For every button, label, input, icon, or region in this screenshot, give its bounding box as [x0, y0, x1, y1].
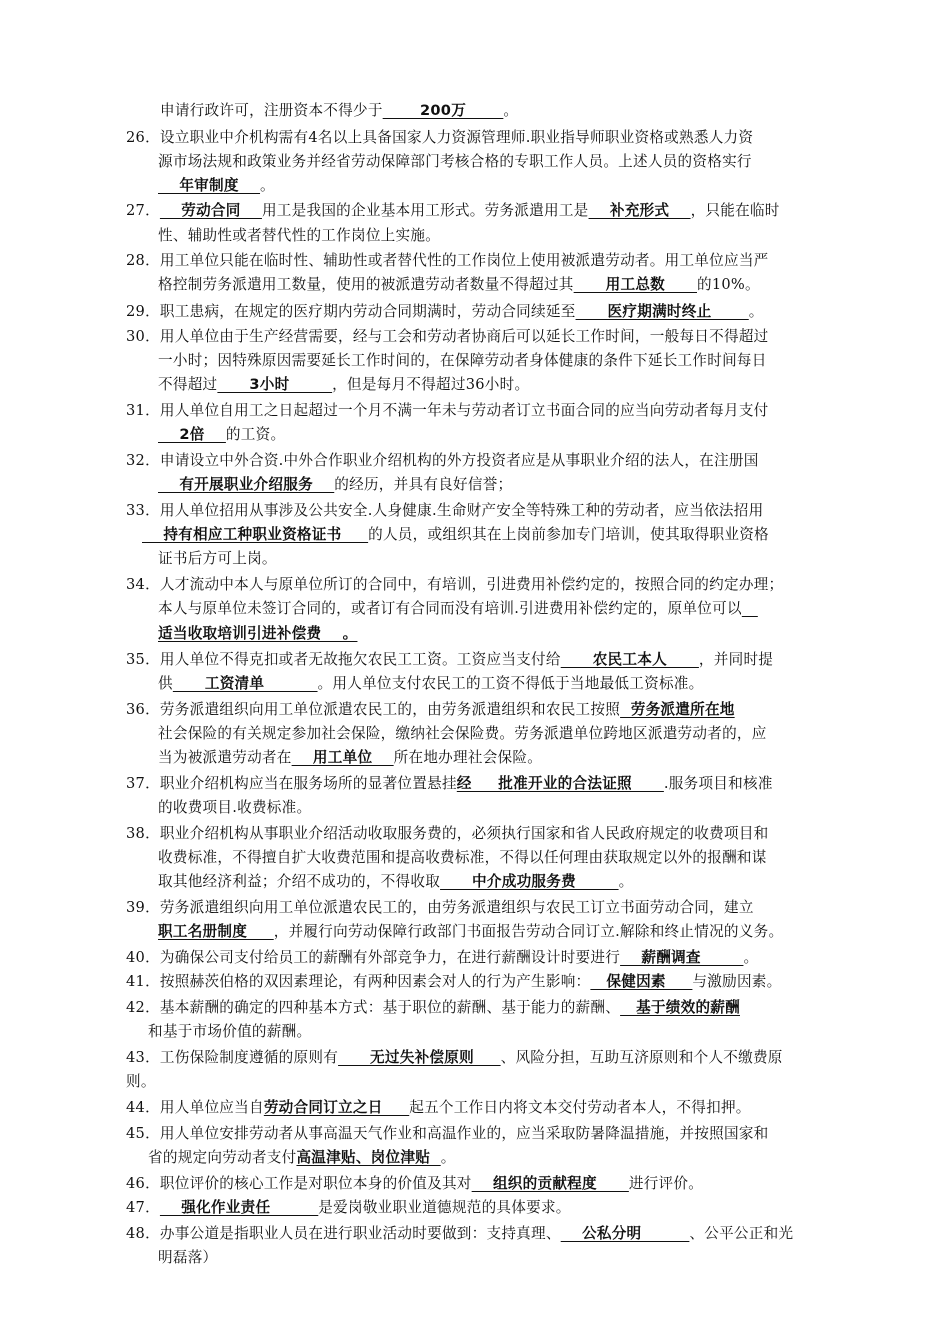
text-line: [126, 401, 769, 421]
text-segment: 26．设立职业中介机构需有4名以上具备国家人力资源管理师.职业指导师职业资格或熟悉人力资: [126, 129, 754, 146]
text-segment: 的工资。: [225, 426, 286, 443]
text-line: [126, 501, 763, 521]
text-segment: ，但是每月不得超过36小时。: [332, 376, 530, 393]
text-segment: 43．工伤保险制度遵循的原则有: [126, 1049, 339, 1066]
text-line: [126, 972, 782, 992]
answer-blank: 职工名册制度: [158, 923, 274, 940]
text-line: [126, 774, 773, 794]
answer-blank: 年审制度: [158, 177, 261, 194]
text-segment: 37．职业介绍机构应当在服务场所的显著位置悬挂: [126, 775, 457, 792]
answer-blank: 公私分明: [560, 1225, 690, 1242]
text-segment: ，并履行向劳动保障行政部门书面报告劳动合同订立.解除和终止情况的义务。: [273, 923, 784, 940]
text-line: [158, 724, 767, 744]
text-line: [126, 1174, 703, 1194]
text-segment: 收费标准，不得擅自扩大收费范围和提高收费标准，不得以任何理由获取规定以外的报酬和谋: [158, 849, 767, 866]
text-segment: 40．为确保公司支付给员工的薪酬有外部竞争力，在进行薪酬设计时要进行: [126, 949, 621, 966]
text-segment: 起五个工作日内将文本交付劳动者本人，不得扣押。: [409, 1099, 751, 1116]
text-line: [158, 152, 752, 172]
answer-blank: 保健因素: [590, 973, 693, 990]
text-segment: 本人与原单位未签订合同的，或者订有合同而没有培训.引进费用补偿约定的，原单位可以: [158, 600, 742, 617]
text-line: [126, 700, 735, 720]
text-segment: 供: [158, 675, 173, 692]
answer-blank: 200万: [382, 102, 504, 119]
answer-blank: 2倍: [158, 426, 226, 443]
answer-blank: [742, 600, 758, 617]
answer-blank: 医疗期满时终止: [575, 303, 749, 320]
answer-blank: 有开展职业介绍服务: [158, 476, 335, 493]
text-segment: 33．用人单位招用从事涉及公共安全.人身健康.生命财产安全等特殊工种的劳动者，应当依法招用: [126, 502, 764, 519]
text-line: [126, 327, 769, 347]
text-segment: .服务项目和核准: [663, 775, 773, 792]
text-segment: 38．职业介绍机构从事职业介绍活动收取服务费的，必须执行国家和省人民政府规定的收费项目和: [126, 825, 769, 842]
text-line: [126, 1224, 793, 1244]
text-segment: 34．人才流动中本人与原单位所订的合同中，有培训，引进费用补偿约定的，按照合同的约定办理；: [126, 576, 784, 593]
text-line: [126, 898, 754, 918]
answer-blank: 劳动合同: [159, 202, 262, 219]
text-line: [158, 425, 285, 445]
text-line: [126, 302, 764, 322]
text-line: [158, 922, 783, 942]
answer-blank: 用工单位: [291, 749, 394, 766]
text-segment: 一小时；因特殊原因需要延长工作时间的，在保障劳动者身体健康的条件下延长工作时间每日: [158, 352, 767, 369]
text-line: [158, 674, 703, 694]
text-segment: 不得超过: [158, 376, 218, 393]
text-segment: 44．用人单位应当自: [126, 1099, 264, 1116]
text-segment: 28．用工单位只能在临时性、辅助性或者替代性的工作岗位上使用被派遣劳动者。用工单位应当严: [126, 252, 769, 269]
text-segment: 42．基本薪酬的确定的四种基本方式：基于职位的薪酬、基于能力的薪酬、: [126, 999, 621, 1016]
answer-blank: 用工总数: [573, 276, 697, 293]
text-segment: 48．办事公道是指职业人员在进行职业活动时要做到：支持真理、: [126, 1225, 561, 1242]
answer-blank: 劳务派遣所在地: [620, 701, 735, 718]
text-line: [158, 748, 542, 768]
text-line: [158, 226, 440, 246]
text-line: [126, 251, 769, 271]
text-line: [126, 650, 773, 670]
text-line: [158, 872, 633, 892]
text-segment: 29．职工患病，在规定的医疗期内劳动合同期满时，劳动合同续延至: [126, 303, 576, 320]
text-segment: 。: [503, 102, 519, 119]
text-line: [148, 1148, 456, 1168]
text-segment: 申请行政许可，注册资本不得少于: [160, 102, 383, 119]
text-segment: 性、辅助性或者替代性的工作岗位上实施。: [158, 227, 441, 244]
text-segment: ，并同时提: [698, 651, 774, 668]
text-segment: 则。: [126, 1073, 156, 1090]
text-line: [126, 1098, 751, 1118]
text-line: [158, 549, 277, 569]
text-segment: 证书后方可上岗。: [158, 550, 277, 567]
text-line: [126, 1048, 783, 1068]
text-line: [148, 1022, 311, 1042]
text-line: [158, 176, 275, 196]
answer-blank: 基于绩效的薪酬: [620, 999, 740, 1016]
text-line: [158, 624, 357, 644]
text-segment: 。: [743, 949, 759, 966]
text-segment: 格控制劳务派遣用工数量，使用的被派遣劳动者数量不得超过其: [158, 276, 574, 293]
text-line: [126, 998, 740, 1018]
text-line: [126, 948, 758, 968]
text-segment: 46．职位评价的核心工作是对职位本身的价值及其对: [126, 1175, 472, 1192]
text-segment: ，只能在临时: [690, 202, 780, 219]
text-line: [158, 599, 758, 619]
text-line: [158, 848, 767, 868]
text-segment: 。: [618, 873, 634, 890]
text-segment: 当为被派遣劳动者在: [158, 749, 292, 766]
text-line: [126, 1072, 156, 1092]
answer-blank: 农民工本人: [560, 651, 699, 668]
answer-blank: 补充形式: [588, 202, 691, 219]
text-segment: 30．用人单位由于生产经营需要，经与工会和劳动者协商后可以延长工作时间，一般每日不得超过: [126, 328, 769, 345]
text-segment: 省的规定向劳动者支付: [148, 1149, 297, 1166]
text-line: [158, 351, 767, 371]
text-line: [126, 201, 780, 221]
text-segment: 35．用人单位不得克扣或者无故拖欠农民工工资。工资应当支付给: [126, 651, 561, 668]
answer-blank: 经 批准开业的合法证照: [456, 775, 664, 792]
text-segment: 47．: [126, 1199, 160, 1216]
answer-blank: 高温津贴、岗位津贴: [296, 1149, 441, 1166]
text-line: [126, 1124, 769, 1144]
answer-blank: 薪酬调查: [620, 949, 744, 966]
text-line: [158, 375, 529, 395]
answer-blank: 中介成功服务费: [440, 873, 619, 890]
answer-blank: 工资清单: [172, 675, 318, 692]
text-segment: 所在地办理社会保险。: [393, 749, 543, 766]
text-line: [126, 451, 759, 471]
text-segment: 用工是我国的企业基本用工形式。劳务派遣用工是: [261, 202, 589, 219]
text-segment: 明磊落）: [158, 1249, 218, 1266]
answer-blank: 无过失补偿原则: [338, 1049, 501, 1066]
answer-blank: 持有相应工种职业资格证书: [142, 526, 369, 543]
text-line: [126, 1198, 571, 1218]
text-segment: 与激励因素。: [692, 973, 782, 990]
text-segment: 。: [440, 1149, 456, 1166]
text-segment: 27．: [126, 202, 160, 219]
text-line: [158, 1248, 217, 1268]
answer-blank: 组织的贡献程度: [471, 1175, 629, 1192]
text-segment: 。: [260, 177, 275, 194]
text-line: [158, 475, 512, 495]
text-segment: 。用人单位支付农民工的工资不得低于当地最低工资标准。: [317, 675, 704, 692]
text-segment: 和基于市场价值的薪酬。: [148, 1023, 312, 1040]
text-segment: 取其他经济利益；介绍不成功的，不得收取: [158, 873, 441, 890]
text-segment: 45．用人单位安排劳动者从事高温天气作业和高温作业的，应当采取防暑降温措施，并按照国家和: [126, 1125, 769, 1142]
text-segment: 的人员，或组织其在上岗前参加专门培训，使其取得职业资格: [368, 526, 769, 543]
text-segment: 32．申请设立中外合资.中外合作职业介绍机构的外方投资者应是从事职业介绍的法人，在注册国: [126, 452, 759, 469]
text-line: [142, 525, 769, 545]
text-segment: 、风险分担，互助互济原则和个人不缴费原: [500, 1049, 783, 1066]
text-segment: 进行评价。: [628, 1175, 704, 1192]
text-line: [158, 798, 311, 818]
text-line: [126, 824, 769, 844]
text-segment: 社会保险的有关规定参加社会保险，缴纳社会保险费。劳务派遣单位跨地区派遣劳动者的，应: [158, 725, 767, 742]
text-line: [126, 575, 783, 595]
text-line: [126, 128, 753, 148]
answer-blank: 适当收取培训引进补偿费 。: [158, 625, 358, 642]
text-segment: 39．劳务派遣组织向用工单位派遣农民工的，由劳务派遣组织与农民工订立书面劳动合同，建立: [126, 899, 754, 916]
text-segment: 。: [748, 303, 764, 320]
text-segment: 的经历，并具有良好信誉；: [334, 476, 513, 493]
text-line: [158, 275, 760, 295]
text-segment: 31．用人单位自用工之日起超过一个月不满一年未与劳动者订立书面合同的应当向劳动者每月支付: [126, 402, 769, 419]
text-segment: 41．按照赫茨伯格的双因素理论，有两种因素会对人的行为产生影响：: [126, 973, 591, 990]
text-segment: 是爱岗敬业职业道德规范的具体要求。: [318, 1199, 571, 1216]
text-segment: 的10%。: [697, 276, 760, 293]
text-segment: 源市场法规和政策业务并经省劳动保障部门考核合格的专职工作人员。上述人员的资格实行: [158, 153, 752, 170]
text-segment: 36．劳务派遣组织向用工单位派遣农民工的，由劳务派遣组织和农民工按照: [126, 701, 621, 718]
text-line: [160, 101, 518, 121]
answer-blank: 强化作业责任: [159, 1199, 319, 1216]
text-segment: 、公平公正和光: [689, 1225, 794, 1242]
answer-blank: 劳动合同订立之日: [263, 1099, 410, 1116]
answer-blank: 3小时: [217, 376, 333, 393]
text-segment: 的收费项目.收费标准。: [158, 799, 312, 816]
